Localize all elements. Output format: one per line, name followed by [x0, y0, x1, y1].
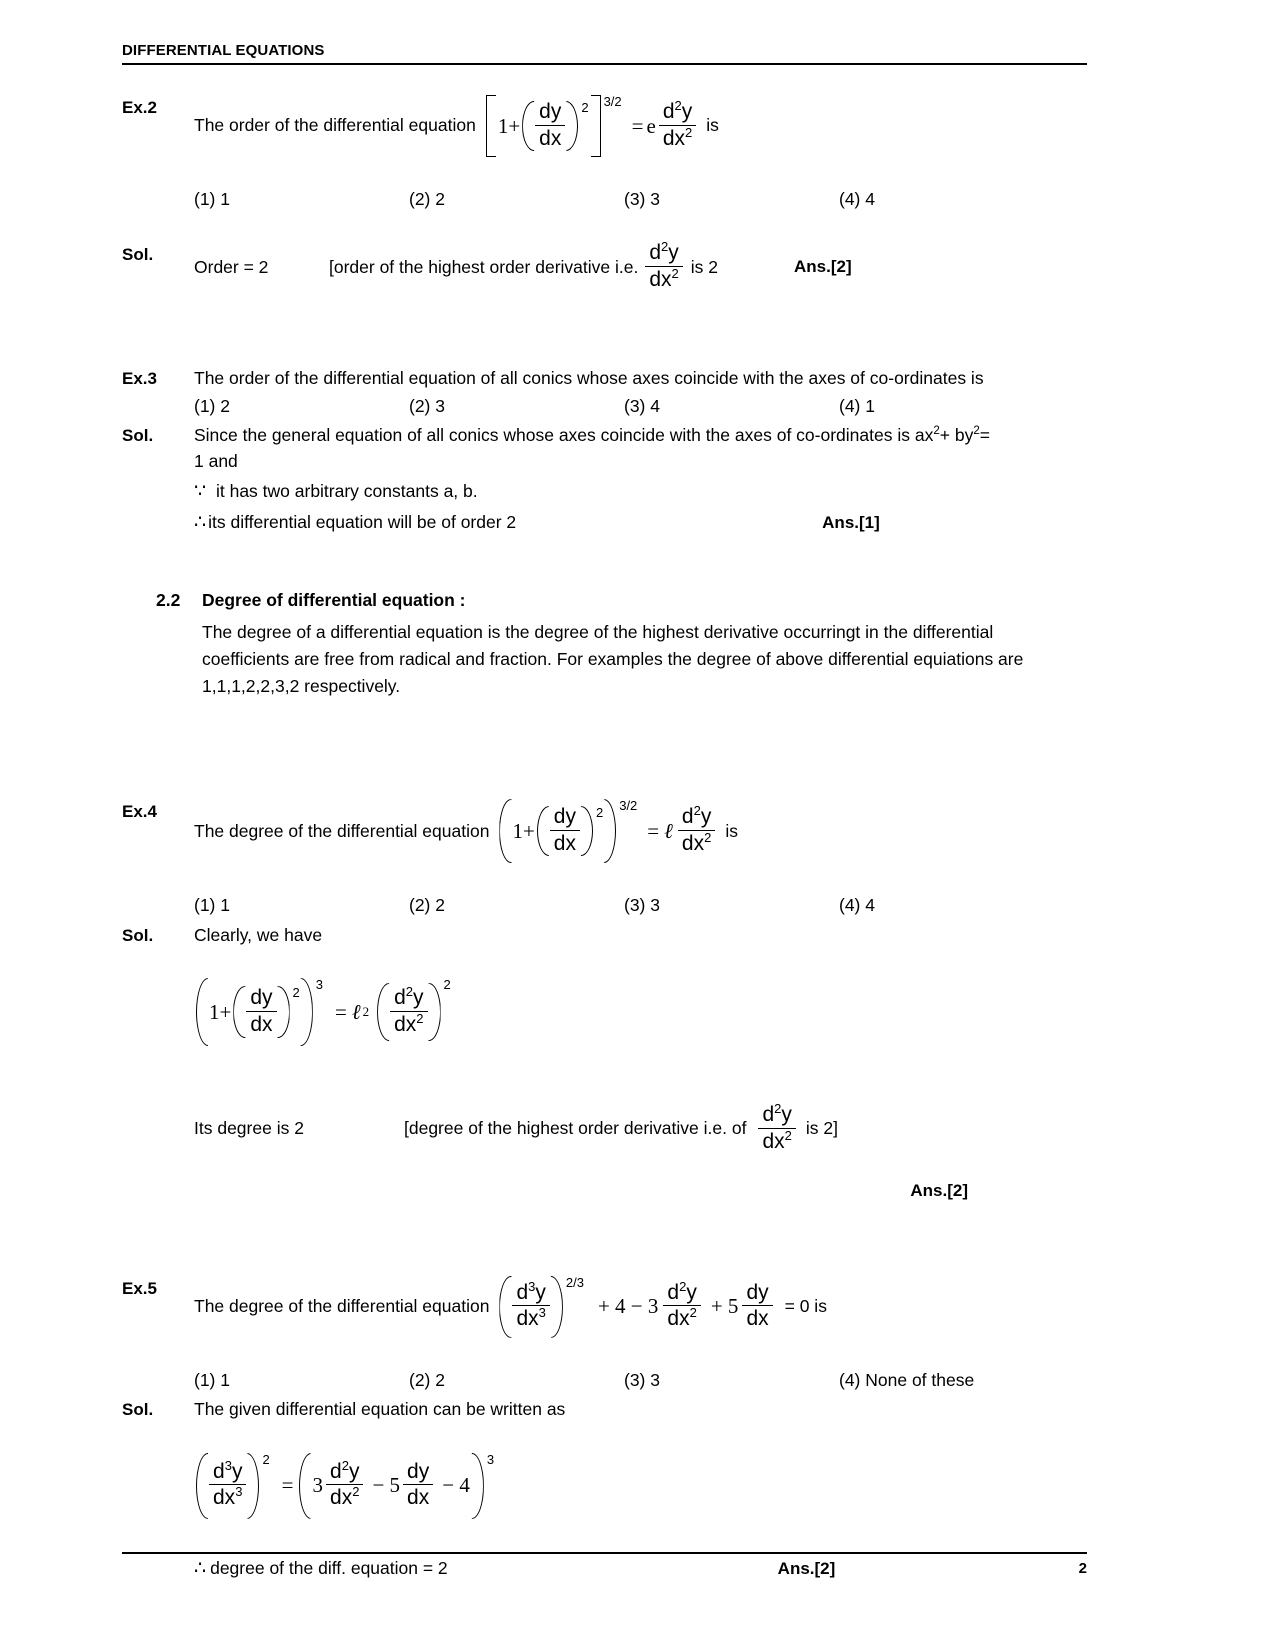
script-l-coefficient: ℓ	[664, 818, 673, 843]
example-5-options	[194, 1368, 1094, 1393]
fraction-denominator: dx	[535, 125, 565, 151]
example-2-answer: Ans.[2]	[794, 256, 852, 276]
second-derivative-fraction	[390, 984, 427, 1037]
fraction-numerator: dy	[746, 1280, 769, 1304]
dy-dx-fraction	[246, 987, 276, 1037]
degree-fraction-group	[756, 1101, 797, 1154]
third-derivative-fraction	[512, 1278, 549, 1332]
option-3[interactable]: (3) 3	[624, 189, 660, 209]
example-5-solution	[122, 1397, 1087, 1423]
outer-exponent: 2/3	[565, 1274, 584, 1290]
example-5-question	[122, 1276, 1087, 1338]
fraction-denominator: $dx^2$	[390, 1011, 427, 1037]
right-paren-icon	[430, 983, 441, 1041]
example-5-solution-text: The given differential equation can be written as	[194, 1399, 566, 1420]
option-1[interactable]: (1) 1	[194, 1369, 230, 1390]
example-3-solution-line-3	[194, 478, 1087, 506]
exponent-2: 2	[973, 425, 980, 438]
order-explanation-end: is 2	[690, 256, 719, 277]
example-4-question	[122, 799, 1087, 863]
example-5-answer: Ans.[2]	[777, 1558, 836, 1578]
example-2-solution-line	[194, 239, 1087, 292]
fraction-numerator: dy	[553, 805, 576, 829]
degree-result: Its degree is 2	[194, 1118, 304, 1139]
question-suffix: is	[706, 115, 719, 136]
dy-dx-fraction	[550, 806, 580, 856]
question-suffix: is	[725, 820, 738, 841]
fraction-denominator: $dx^2$	[659, 125, 696, 151]
header-title: DIFFERENTIAL EQUATIONS	[122, 42, 325, 59]
left-paren-icon	[196, 978, 207, 1046]
example-4-question-prefix: The degree of the differential equation	[194, 820, 490, 841]
example-2-options	[194, 187, 1094, 212]
left-paren-icon	[299, 1453, 310, 1519]
third-derivative-fraction	[209, 1457, 246, 1511]
rhs-outer-exponent: 3	[486, 1451, 495, 1467]
because-symbol-icon: ∵	[194, 480, 207, 502]
fraction-denominator: $dx^2$	[678, 830, 715, 856]
paragraph-line-2: coefficients are free from radical and fraction. For examples the degree of above differential equiations are	[202, 649, 1024, 670]
second-derivative-fraction	[663, 1278, 700, 1332]
section-title: Degree of differential equation :	[202, 590, 466, 611]
plus-five: + 5	[710, 1294, 739, 1319]
example-3-options	[194, 394, 1094, 419]
outer-exponent: 3	[315, 977, 323, 993]
degree-explanation-end: is 2]	[805, 1118, 838, 1139]
page-header	[122, 42, 1087, 65]
example-5-equation	[497, 1276, 827, 1338]
example-3-question	[122, 366, 1087, 392]
coefficient-three: 3	[312, 1473, 324, 1498]
fraction-denominator: dx	[403, 1484, 433, 1510]
example-4-answer: Ans.[2]	[910, 1181, 968, 1201]
example-4-options-row	[122, 893, 1087, 918]
fraction-denominator: $dx^2$	[326, 1484, 363, 1510]
right-paren-icon	[302, 978, 313, 1046]
example-4-sol-tag: Sol.	[122, 925, 154, 945]
dy-dx-fraction	[403, 1461, 433, 1511]
example-3-sol-tag: Sol.	[122, 426, 154, 446]
equals-sign: =	[647, 818, 660, 843]
fraction-numerator: dy	[539, 100, 562, 124]
example-2-question-prefix: The order of the differential equation	[194, 115, 476, 136]
option-2[interactable]: (2) 2	[409, 895, 445, 916]
section-number: 2.2	[156, 590, 181, 611]
second-derivative-fraction	[659, 98, 696, 151]
option-2[interactable]: (2) 2	[409, 1369, 445, 1390]
fraction-numerator: dy	[407, 1459, 430, 1483]
example-2-equation	[484, 95, 719, 157]
fraction-denominator: dx	[550, 830, 580, 856]
example-4-solution-text: Clearly, we have	[194, 924, 323, 945]
example-3-solution-line-1	[194, 423, 1087, 448]
page-number: 2	[1078, 1560, 1087, 1577]
example-4-tag: Ex.4	[122, 802, 157, 822]
example-5-question-line	[194, 1276, 1087, 1338]
example-3-answer: Ans.[1]	[822, 512, 880, 532]
example-2-options-row	[122, 187, 1087, 212]
left-paren-icon	[377, 983, 388, 1041]
example-4-degree-line	[194, 1101, 1087, 1154]
option-2[interactable]: (2) 2	[409, 189, 445, 209]
option-1[interactable]: (1) 1	[194, 189, 230, 209]
explanation-fraction-group	[643, 239, 684, 292]
equals-sign: =	[281, 1473, 294, 1498]
left-paren-icon	[196, 1453, 207, 1519]
example-3-solution-line-4	[194, 509, 1087, 537]
fraction-numerator: $d^2y$	[649, 239, 679, 265]
fraction-denominator: dx	[246, 1011, 276, 1037]
option-4[interactable]: (4) 4	[839, 189, 875, 209]
left-paren-icon	[233, 986, 244, 1038]
paragraph-line-3: 1,1,1,2,2,3,2 respectively.	[202, 675, 401, 696]
fraction-numerator: $d^2y$	[681, 803, 712, 829]
fraction-numerator: dy	[250, 986, 273, 1010]
option-4[interactable]: (4) None of these	[839, 1369, 975, 1390]
example-2-question-line	[194, 95, 1087, 157]
example-5-conclusion: degree of the diff. equation = 2	[210, 1557, 448, 1578]
left-paren-icon	[499, 799, 510, 863]
right-paren-icon	[473, 1453, 484, 1519]
fraction-denominator: $dx^2$	[758, 1128, 795, 1154]
fraction-numerator: $d^2y$	[762, 1101, 792, 1127]
right-paren-icon	[605, 799, 616, 863]
example-3-options-row	[122, 394, 1087, 419]
second-derivative-fraction	[758, 1101, 795, 1154]
degree-explanation: [degree of the highest order derivative i.e. of	[404, 1118, 747, 1139]
option-2[interactable]: (2) 3	[409, 395, 445, 416]
therefore-symbol-icon: ∴	[194, 511, 207, 533]
option-4[interactable]: (4) 1	[839, 395, 875, 416]
fraction-numerator: $d^3y$	[213, 1457, 243, 1483]
inner-exponent: 2	[292, 985, 300, 1001]
example-4-equation	[497, 799, 738, 863]
example-3-tag: Ex.3	[122, 369, 157, 389]
option-4[interactable]: (4) 4	[839, 895, 875, 916]
minus-four: − 4	[442, 1473, 470, 1498]
example-5-options-row	[122, 1368, 1087, 1393]
sol-line-4-text: its differential equation will be of order 2	[208, 511, 517, 532]
header-divider	[122, 63, 1087, 65]
example-2-question	[122, 95, 1087, 157]
sol-text-c: =	[979, 425, 990, 446]
one-plus: 1+	[497, 113, 521, 138]
fraction-numerator: $d^2y$	[330, 1457, 360, 1483]
example-3-solution-line-2: 1 and	[194, 450, 238, 471]
right-bracket-icon	[591, 95, 601, 157]
page-footer	[122, 1552, 1087, 1577]
plus-four-minus-three: + 4 − 3	[597, 1294, 659, 1319]
sol-text-b: + by	[939, 425, 974, 446]
example-3-question-text: The order of the differential equation of all conics whose axes coincide with the axes of co-ordinates is	[194, 368, 984, 389]
section-2-2-paragraph	[202, 619, 1087, 699]
rhs-outer-exponent: 2	[443, 977, 451, 993]
fraction-numerator: $d^2y$	[667, 1278, 697, 1304]
example-3-solution	[122, 423, 1087, 536]
right-paren-icon	[279, 986, 290, 1038]
left-bracket-icon	[486, 95, 496, 157]
example-4-solution	[122, 923, 1087, 949]
order-result: Order = 2	[194, 256, 269, 277]
example-2-sol-tag: Sol.	[122, 245, 154, 265]
option-3[interactable]: (3) 3	[624, 895, 660, 916]
fraction-denominator: $dx^3$	[512, 1305, 549, 1331]
inner-exponent: 2	[581, 100, 589, 115]
example-4-question-line	[194, 799, 1087, 863]
fraction-denominator: $dx^2$	[645, 266, 682, 292]
page-content	[122, 95, 1087, 1582]
example-5-sol-tag: Sol.	[122, 1400, 154, 1420]
second-derivative-fraction	[678, 803, 715, 856]
fraction-denominator: $dx^3$	[209, 1484, 246, 1510]
option-3[interactable]: (3) 3	[624, 1369, 660, 1390]
right-paren-icon	[582, 806, 593, 856]
dy-dx-fraction	[742, 1282, 772, 1332]
option-1[interactable]: (1) 2	[194, 395, 230, 416]
exponent-2: 2	[933, 425, 940, 438]
left-paren-icon	[522, 101, 533, 151]
fraction-denominator: $dx^2$	[663, 1305, 700, 1331]
option-1[interactable]: (1) 1	[194, 895, 230, 916]
left-paren-icon	[499, 1276, 510, 1338]
example-4-answer-row	[122, 1178, 1022, 1204]
section-2-2-heading	[122, 588, 1087, 613]
fraction-numerator: $d^3y$	[516, 1278, 546, 1304]
right-paren-icon	[248, 1453, 259, 1519]
question-suffix: = 0 is	[784, 1295, 827, 1316]
example-2-solution	[122, 239, 1087, 292]
example-5-question-prefix: The degree of the differential equation	[194, 1295, 490, 1316]
dy-dx-fraction	[535, 101, 565, 151]
minus-five: − 5	[372, 1473, 401, 1498]
equals-sign: =	[631, 113, 644, 138]
fraction-numerator: $d^2y$	[662, 98, 693, 124]
left-paren-icon	[537, 806, 548, 856]
outer-exponent: 3/2	[619, 798, 638, 814]
fraction-denominator: dx	[742, 1305, 772, 1331]
therefore-symbol-icon: ∴	[194, 1557, 207, 1579]
example-5-display-equation	[194, 1453, 1087, 1519]
one-plus: 1+	[209, 1000, 232, 1024]
right-paren-icon	[567, 101, 578, 151]
example-5-tag: Ex.5	[122, 1278, 157, 1298]
example-4-options	[194, 893, 1094, 918]
example-2-tag: Ex.2	[122, 98, 157, 117]
sol-text-a: Since the general equation of all conics whose axes coincide with the axes of co-ordinates is ax	[194, 425, 934, 446]
equals-sign: =	[335, 1000, 347, 1024]
sol-line-3-text: it has two arbitrary constants a, b.	[215, 480, 478, 501]
example-4-display-equation: 1+ $\frac{dy}{dx}$ 2 3 = ℓ 2 $\frac{d^2y}{dx^2}$ 2	[194, 978, 1087, 1046]
footer-divider	[122, 1552, 1087, 1554]
fraction-numerator: $d^2y$	[394, 984, 424, 1010]
option-3[interactable]: (3) 4	[624, 395, 660, 416]
right-paren-icon	[552, 1276, 563, 1338]
outer-exponent: 3/2	[603, 94, 622, 109]
script-l-coefficient: ℓ	[351, 1000, 361, 1024]
paragraph-line-1: The degree of a differential equation is the degree of the highest derivative occurringt in the differential	[202, 622, 994, 643]
second-derivative-fraction	[326, 1457, 363, 1511]
one-plus: 1+	[512, 818, 535, 843]
order-explanation: [order of the highest order derivative i.e.	[329, 256, 639, 277]
inner-exponent: 2	[595, 805, 604, 821]
coefficient-e: e	[646, 113, 656, 138]
lhs-outer-exponent: 2	[262, 1451, 270, 1467]
second-derivative-fraction	[645, 239, 682, 292]
